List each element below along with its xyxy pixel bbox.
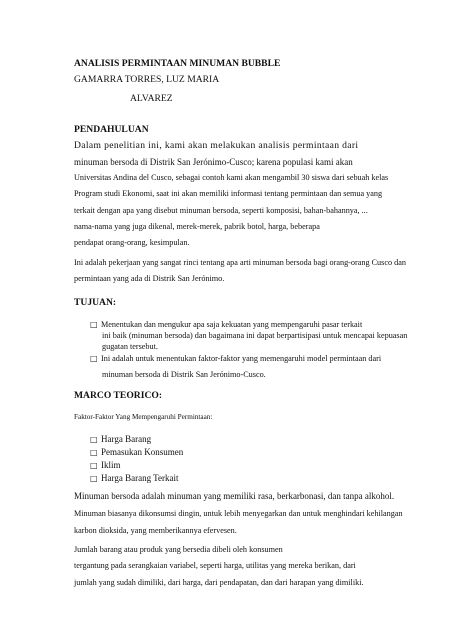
- author-name-continued: ALVAREZ: [130, 93, 173, 104]
- paragraph-line: jumlah yang sudah dimiliki, dari harga, dari pendapatan, dan dari harapan yang dimiliki.: [74, 578, 364, 587]
- objective-text: Menentukan dan mengukur apa saja kekuatan yang mempengaruhi pasar terkait: [101, 320, 363, 329]
- objective-item: [90, 354, 381, 363]
- factor-item: [90, 460, 121, 470]
- paragraph-line: Program studi Ekonomi, saat ini akan memiliki informasi tentang permintaan dan semua yang: [74, 189, 383, 198]
- paragraph-line: Ini adalah pekerjaan yang sangat rinci tentang apa arti minuman bersoda bagi orang-orang Cusco dan: [74, 258, 406, 267]
- factor-item: [90, 434, 151, 444]
- section-heading-tujuan: TUJUAN:: [74, 297, 117, 308]
- factor-text: Harga Barang Terkait: [101, 473, 179, 483]
- paragraph-line: minuman bersoda di Distrik San Jerónimo-Cusco; karena populasi kami akan: [74, 157, 353, 167]
- factor-text: Harga Barang: [101, 434, 152, 444]
- objective-text-continued: minuman bersoda di Distrik San Jerónimo-Cusco.: [102, 370, 266, 379]
- checkbox-bullet-icon: □: [90, 474, 98, 483]
- checkbox-bullet-icon: □: [90, 320, 98, 329]
- paragraph-line: tergantung pada serangkaian variabel, seperti harga, utilitas yang mereka berikan, dari: [74, 561, 356, 570]
- paragraph-line: Universitas Andina del Cusco, sebagai contoh kami akan mengambil 30 siswa dari sebuah kelas: [74, 173, 389, 182]
- paragraph-line: permintaan yang ada di Distrik San Jerónimo.: [74, 274, 225, 283]
- objective-text: Ini adalah untuk menentukan faktor-faktor yang memengaruhi model permintaan dari: [101, 354, 382, 363]
- objective-item: [90, 320, 362, 329]
- checkbox-bullet-icon: □: [90, 461, 98, 470]
- factor-item: [90, 473, 179, 483]
- paragraph-line: Jumlah barang atau produk yang bersedia dibeli oleh konsumen: [74, 545, 283, 554]
- author-name: GAMARRA TORRES, LUZ MARIA: [74, 74, 220, 85]
- document-title: ANALISIS PERMINTAAN MINUMAN BUBBLE: [74, 58, 281, 69]
- paragraph-line: karbon dioksida, yang memberikannya efervesen.: [74, 526, 237, 535]
- objective-text-continued: ini baik (minuman bersoda) dan bagaimana ini dapat berpartisipasi untuk mencapai kepuasan: [102, 331, 408, 340]
- section-heading-pendahuluan: PENDAHULUAN: [74, 124, 149, 135]
- checkbox-bullet-icon: □: [90, 448, 98, 457]
- factor-text: Pemasukan Konsumen: [101, 447, 184, 457]
- paragraph-line: nama-nama yang juga dikenal, merek-merek, pabrik botol, harga, beberapa: [74, 222, 320, 231]
- factor-text: Iklim: [101, 460, 121, 470]
- paragraph-line: Minuman biasanya dikonsumsi dingin, untuk lebih menyegarkan dan untuk menghindari kehilangan: [74, 509, 403, 518]
- checkbox-bullet-icon: □: [90, 354, 98, 363]
- checkbox-bullet-icon: □: [90, 435, 98, 444]
- factor-item: [90, 447, 183, 457]
- objective-text-continued: gugatan tersebut.: [102, 342, 158, 351]
- paragraph-line: pendapat orang-orang, kesimpulan.: [74, 238, 190, 247]
- paragraph-line: Minuman bersoda adalah minuman yang memiliki rasa, berkarbonasi, dan tanpa alkohol.: [74, 491, 395, 501]
- section-heading-marco-teorico: MARCO TEORICO:: [74, 390, 163, 401]
- subheading-faktor: Faktor-Faktor Yang Mempengaruhi Permintaan:: [74, 413, 213, 421]
- paragraph-line: terkait dengan apa yang disebut minuman bersoda, seperti komposisi, bahan-bahannya, ...: [74, 206, 368, 215]
- paragraph-line: Dalam penelitian ini, kami akan melakukan analisis permintaan dari: [74, 140, 359, 151]
